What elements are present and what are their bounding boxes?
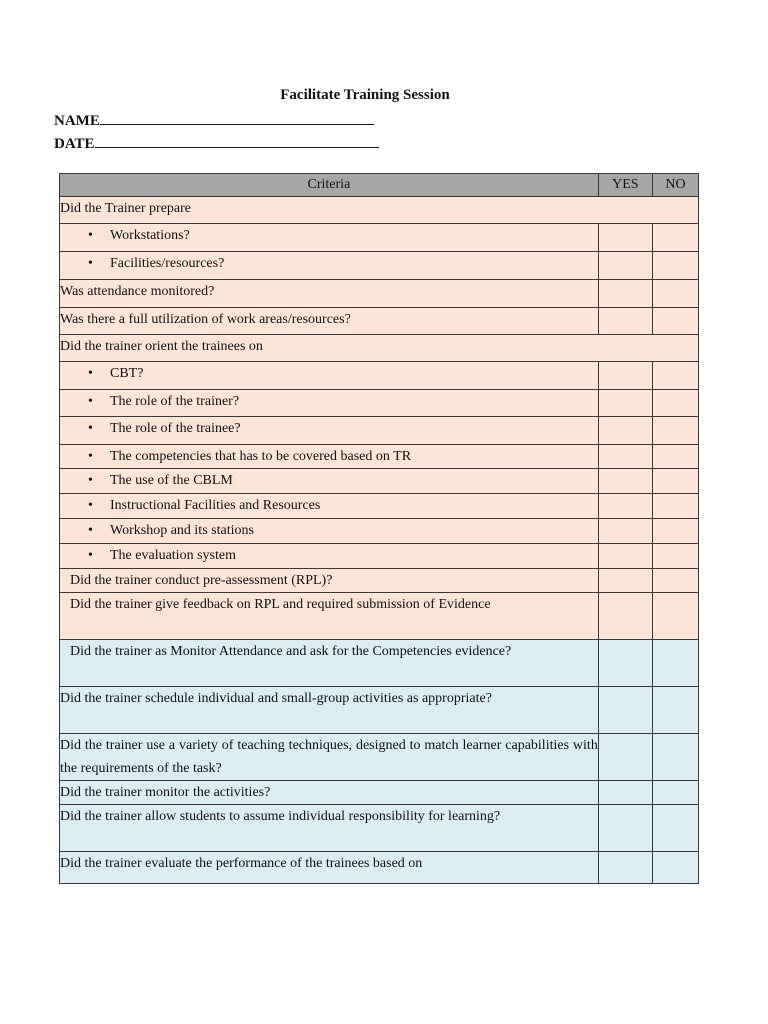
- criteria-text: The role of the trainee?: [110, 421, 241, 436]
- yes-checkbox-cell[interactable]: [598, 469, 652, 494]
- no-checkbox-cell[interactable]: [652, 252, 698, 280]
- table-header-row: [60, 174, 699, 197]
- yes-checkbox-cell[interactable]: [598, 519, 652, 544]
- bullet-icon: •: [88, 394, 93, 409]
- bullet-icon: •: [88, 548, 93, 563]
- no-checkbox-cell[interactable]: [652, 544, 698, 569]
- criteria-text: Did the trainer schedule individual and small-group activities as appropriate?: [60, 691, 492, 706]
- no-checkbox-cell[interactable]: [652, 417, 698, 445]
- no-header: NO: [652, 174, 698, 197]
- yes-checkbox-cell[interactable]: [598, 593, 652, 640]
- no-checkbox-cell[interactable]: [652, 224, 698, 252]
- no-checkbox-cell[interactable]: [652, 852, 698, 884]
- criteria-cell: [60, 593, 599, 640]
- criteria-text: Did the trainer allow students to assume individual responsibility for learning?: [60, 809, 501, 824]
- yes-checkbox-cell[interactable]: [598, 362, 652, 390]
- no-checkbox-cell[interactable]: [652, 445, 698, 469]
- criteria-header: Criteria: [60, 174, 599, 197]
- criteria-text: Was attendance monitored?: [60, 284, 215, 299]
- criteria-cell: [60, 544, 599, 569]
- yes-checkbox-cell[interactable]: [598, 852, 652, 884]
- no-checkbox-cell[interactable]: [652, 640, 698, 687]
- criteria-cell: [60, 224, 599, 252]
- table-row: [60, 280, 699, 308]
- bullet-icon: •: [88, 228, 93, 243]
- name-blank-line[interactable]: [100, 110, 374, 125]
- table-row: [60, 734, 699, 781]
- table-row: [60, 494, 699, 519]
- document-title: Facilitate Training Session: [280, 87, 450, 103]
- name-field: [54, 110, 374, 130]
- table-row: [60, 390, 699, 417]
- date-blank-line[interactable]: [95, 133, 379, 148]
- yes-checkbox-cell[interactable]: [598, 308, 652, 335]
- bullet-icon: •: [88, 366, 93, 381]
- table-row: [60, 224, 699, 252]
- bullet-icon: •: [88, 523, 93, 538]
- date-label: DATE: [54, 136, 95, 152]
- criteria-text: Did the trainer as Monitor Attendance and ask for the Competencies evidence?: [70, 644, 512, 659]
- yes-checkbox-cell[interactable]: [598, 280, 652, 308]
- criteria-text: Did the Trainer prepare: [60, 201, 192, 216]
- criteria-text: Did the trainer monitor the activities?: [60, 785, 271, 800]
- table-row: [60, 362, 699, 390]
- criteria-text: Did the trainer conduct pre-assessment (RPL)?: [70, 573, 333, 588]
- bullet-icon: •: [88, 256, 93, 271]
- bullet-icon: •: [88, 473, 93, 488]
- no-checkbox-cell[interactable]: [652, 494, 698, 519]
- criteria-text: The use of the CBLM: [110, 473, 233, 488]
- criteria-text: Did the trainer give feedback on RPL and required submission of Evidence: [70, 597, 491, 612]
- criteria-cell: [60, 252, 599, 280]
- criteria-text: Did the trainer use a variety of teaching techniques, designed to match learner capabilities with the requirements of the task?: [60, 738, 598, 776]
- table-row: [60, 593, 699, 640]
- table-row: [60, 445, 699, 469]
- no-checkbox-cell[interactable]: [652, 734, 698, 781]
- yes-checkbox-cell[interactable]: [598, 252, 652, 280]
- yes-checkbox-cell[interactable]: [598, 687, 652, 734]
- table-row: [60, 417, 699, 445]
- no-checkbox-cell[interactable]: [652, 569, 698, 593]
- yes-checkbox-cell[interactable]: [598, 224, 652, 252]
- no-checkbox-cell[interactable]: [652, 805, 698, 852]
- no-checkbox-cell[interactable]: [652, 362, 698, 390]
- yes-checkbox-cell[interactable]: [598, 417, 652, 445]
- criteria-cell: [60, 280, 599, 308]
- table-row: [60, 640, 699, 687]
- no-checkbox-cell[interactable]: [652, 469, 698, 494]
- criteria-cell: [60, 519, 599, 544]
- table-row: [60, 252, 699, 280]
- yes-checkbox-cell[interactable]: [598, 494, 652, 519]
- criteria-cell: [60, 445, 599, 469]
- criteria-text: Instructional Facilities and Resources: [110, 498, 321, 513]
- criteria-cell: [60, 781, 599, 805]
- criteria-cell: [60, 852, 599, 884]
- criteria-cell: [60, 805, 599, 852]
- yes-checkbox-cell[interactable]: [598, 734, 652, 781]
- table-row: [60, 805, 699, 852]
- no-checkbox-cell[interactable]: [652, 308, 698, 335]
- criteria-text: The role of the trainer?: [110, 394, 240, 409]
- yes-header: YES: [598, 174, 652, 197]
- criteria-text: The evaluation system: [110, 548, 236, 563]
- criteria-text: Did the trainer orient the trainees on: [60, 339, 263, 354]
- criteria-cell: [60, 734, 599, 781]
- criteria-cell: [60, 362, 599, 390]
- name-label: NAME: [54, 113, 100, 129]
- criteria-cell: [60, 308, 599, 335]
- criteria-text: Workshop and its stations: [110, 523, 254, 538]
- table-row: [60, 852, 699, 884]
- criteria-text: Did the trainer evaluate the performance of the trainees based on: [60, 856, 423, 871]
- criteria-cell: [60, 417, 599, 445]
- no-checkbox-cell[interactable]: [652, 280, 698, 308]
- no-checkbox-cell[interactable]: [652, 593, 698, 640]
- date-field: [54, 133, 379, 153]
- no-checkbox-cell[interactable]: [652, 687, 698, 734]
- yes-checkbox-cell[interactable]: [598, 781, 652, 805]
- criteria-text: Workstations?: [110, 228, 190, 243]
- criteria-text: Facilities/resources?: [110, 256, 225, 271]
- table-row: [60, 308, 699, 335]
- bullet-icon: •: [88, 449, 93, 464]
- table-row: [60, 335, 699, 362]
- yes-checkbox-cell[interactable]: [598, 544, 652, 569]
- yes-checkbox-cell[interactable]: [598, 445, 652, 469]
- no-checkbox-cell[interactable]: [652, 390, 698, 417]
- criteria-cell: [60, 390, 599, 417]
- no-checkbox-cell[interactable]: [652, 781, 698, 805]
- criteria-text: The competencies that has to be covered based on TR: [110, 449, 412, 464]
- criteria-cell: [60, 640, 599, 687]
- criteria-cell: [60, 197, 699, 224]
- table-row: [60, 469, 699, 494]
- criteria-cell: [60, 687, 599, 734]
- criteria-cell: [60, 335, 699, 362]
- no-checkbox-cell[interactable]: [652, 519, 698, 544]
- criteria-table: [59, 173, 699, 884]
- table-row: [60, 781, 699, 805]
- criteria-cell: [60, 469, 599, 494]
- yes-checkbox-cell[interactable]: [598, 569, 652, 593]
- yes-checkbox-cell[interactable]: [598, 640, 652, 687]
- criteria-cell: [60, 494, 599, 519]
- criteria-text: Was there a full utilization of work areas/resources?: [60, 312, 351, 327]
- yes-checkbox-cell[interactable]: [598, 805, 652, 852]
- bullet-icon: •: [88, 498, 93, 513]
- yes-checkbox-cell[interactable]: [598, 390, 652, 417]
- table-row: [60, 197, 699, 224]
- bullet-icon: •: [88, 421, 93, 436]
- table-row: [60, 544, 699, 569]
- criteria-cell: [60, 569, 599, 593]
- criteria-text: CBT?: [110, 366, 144, 381]
- table-row: [60, 687, 699, 734]
- table-row: [60, 519, 699, 544]
- table-row: [60, 569, 699, 593]
